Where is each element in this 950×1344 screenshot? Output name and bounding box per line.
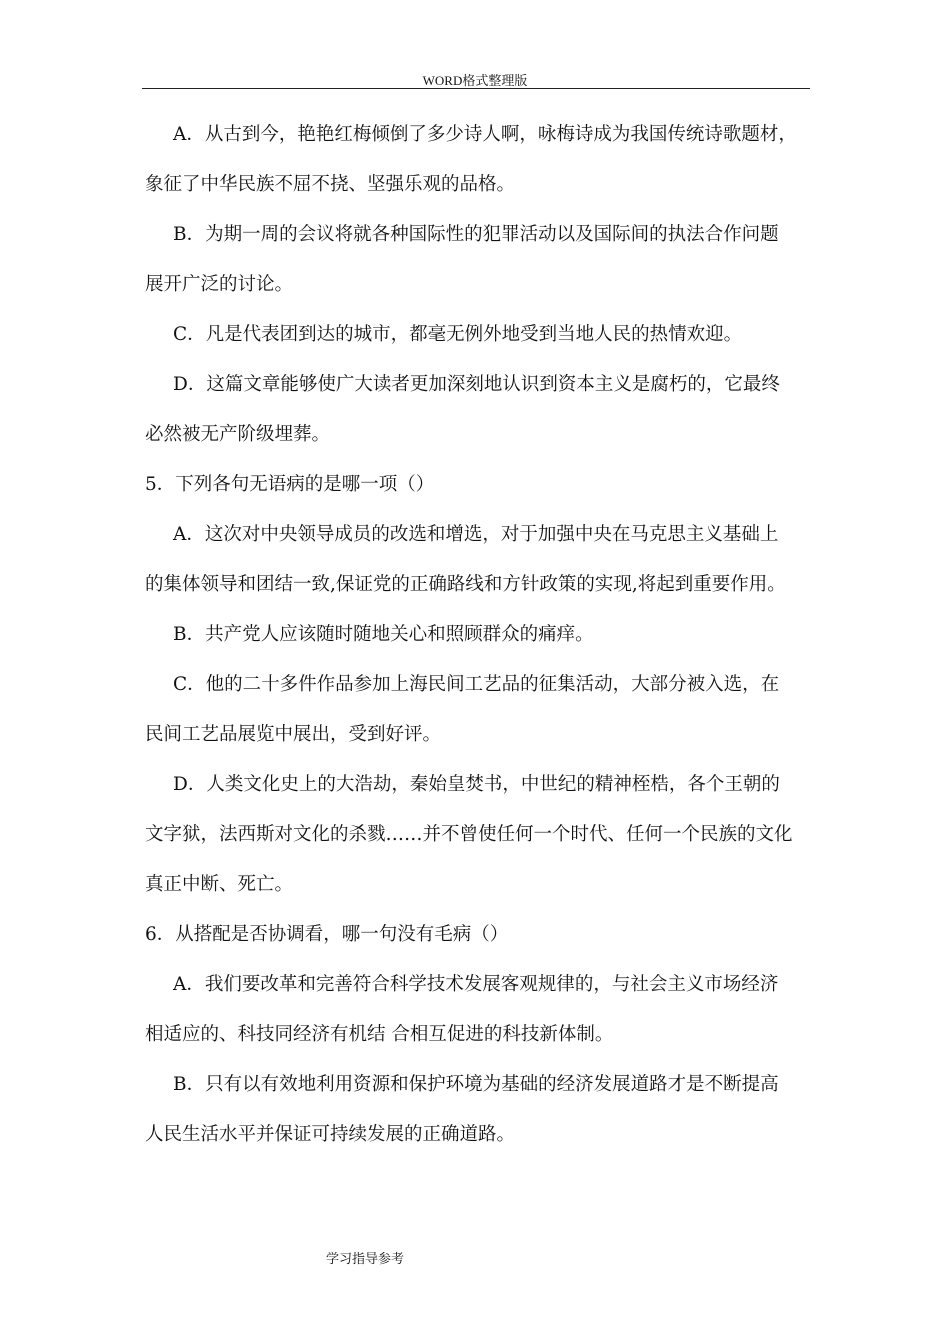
text-line: B．共产党人应该随时随地关心和照顾群众的痛痒。 <box>173 624 594 645</box>
text-line: 人民生活水平并保证可持续发展的正确道路。 <box>145 1124 516 1145</box>
text-line: B．为期一周的会议将就各种国际性的犯罪活动以及国际间的执法合作问题 <box>173 224 779 245</box>
text-line: A．我们要改革和完善符合科学技术发展客观规律的，与社会主义市场经济 <box>173 974 779 995</box>
document-body <box>145 118 810 1168</box>
text-line: C．凡是代表团到达的城市，都毫无例外地受到当地人民的热情欢迎。 <box>173 324 743 345</box>
text-line: B．只有以有效地利用资源和保护环境为基础的经济发展道路才是不断提高 <box>173 1074 779 1095</box>
text-line: D．这篇文章能够使广大读者更加深刻地认识到资本主义是腐朽的，它最终 <box>173 374 780 395</box>
header-rule <box>142 88 810 89</box>
text-line: D．人类文化史上的大浩劫，秦始皇焚书，中世纪的精神桎梏，各个王朝的 <box>173 774 780 795</box>
question-heading: 5．下列各句无语病的是哪一项（） <box>145 474 435 495</box>
text-line: C．他的二十多件作品参加上海民间工艺品的征集活动，大部分被入选，在 <box>173 674 780 695</box>
text-line: 必然被无产阶级埋葬。 <box>145 424 331 445</box>
text-line: 的集体领导和团结一致,保证党的正确路线和方针政策的实现,将起到重要作用。 <box>145 574 786 595</box>
text-line: 真正中断、死亡。 <box>145 874 294 895</box>
page-header-title: WORD格式整理版 <box>422 73 528 88</box>
text-line: 文字狱，法西斯对文化的杀戮……并不曾使任何一个时代、任何一个民族的文化 <box>145 824 793 845</box>
question-heading: 6．从搭配是否协调看，哪一句没有毛病（） <box>145 924 509 945</box>
text-line: 象征了中华民族不屈不挠、坚强乐观的品格。 <box>145 174 516 195</box>
text-line: 展开广泛的讨论。 <box>145 274 294 295</box>
text-line: 相适应的、科技同经济有机结 合相互促进的科技新体制。 <box>145 1024 614 1045</box>
text-line: 民间工艺品展览中展出，受到好评。 <box>145 724 442 745</box>
page-footer: 学习指导参考 <box>326 1252 405 1267</box>
text-line: A．这次对中央领导成员的改选和增选，对于加强中央在马克思主义基础上 <box>173 524 779 545</box>
text-line: A．从古到今，艳艳红梅倾倒了多少诗人啊，咏梅诗成为我国传统诗歌题材， <box>173 124 797 145</box>
